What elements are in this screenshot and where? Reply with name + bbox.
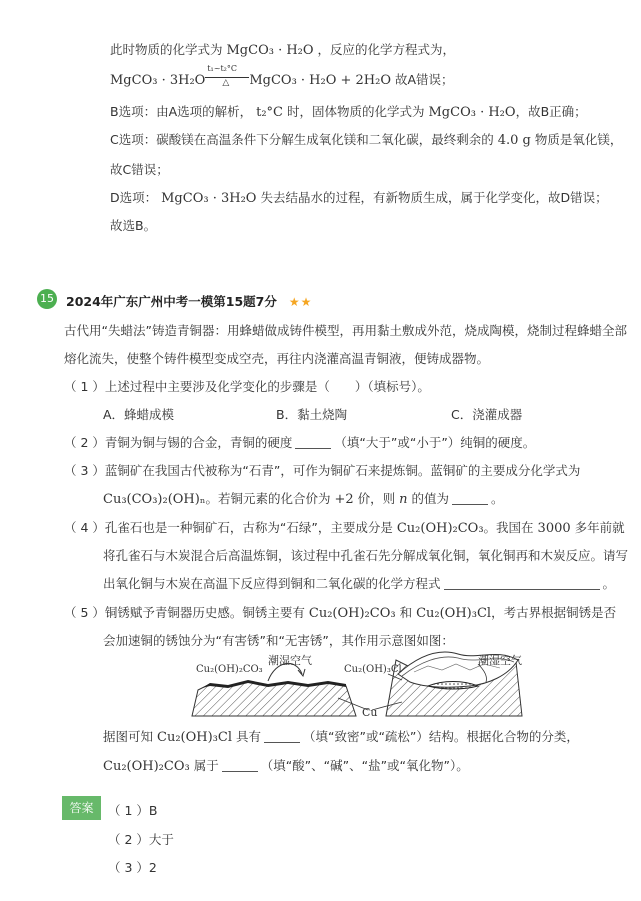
question-text: 。我国在 bbox=[483, 520, 534, 535]
years-value: 3000 bbox=[537, 521, 571, 536]
question-text: 的值为 bbox=[411, 491, 449, 506]
answer-blank[interactable] bbox=[444, 589, 600, 590]
formula: Cu₂(OH)₂CO₃ bbox=[308, 606, 396, 621]
diagram-label-air-right: 潮湿空气 bbox=[478, 654, 522, 667]
formula: Cu₂(OH)₂CO₃ bbox=[396, 521, 484, 536]
sub-question-5-line3 bbox=[103, 727, 579, 745]
formula: Cu₃(CO₃)₂(OH)ₙ bbox=[103, 492, 206, 507]
formula: MgCO₃ · H₂O bbox=[226, 43, 314, 58]
temperature: t₂°C bbox=[256, 105, 284, 120]
diagram-label-air-left: 潮湿空气 bbox=[268, 654, 312, 667]
answer-blank[interactable] bbox=[222, 771, 258, 772]
diagram-label-carbonate: Cu₂(OH)₂CO₃ bbox=[196, 664, 263, 675]
valence-value: +2 bbox=[334, 492, 354, 507]
variable-n: n bbox=[399, 492, 408, 507]
question-text: （ 4 ）孔雀石也是一种铜矿石，古称为“石绿”，主要成分是 bbox=[64, 520, 393, 535]
question-title: 2024年广东广州中考一模第15题7分 bbox=[66, 294, 277, 309]
question-text: 。若铜元素的化合价为 bbox=[205, 491, 331, 506]
question-text: （填“酸”、“碱”、“盐”或“氧化物”）。 bbox=[260, 758, 469, 773]
option-c[interactable]: C．浇灌成器 bbox=[451, 407, 523, 422]
formula: Cu₂(OH)₂CO₃ bbox=[103, 759, 190, 774]
formula: MgCO₃ · H₂O + 2H₂O bbox=[249, 73, 392, 88]
question-text: ，考古界根据铜锈是否 bbox=[491, 605, 617, 620]
solution-line bbox=[110, 40, 455, 58]
question-text: （填“大于”或“小于”）纯铜的硬度。 bbox=[334, 435, 536, 450]
rust-diagram bbox=[188, 646, 528, 722]
sub-question-3: （ 3 ）蓝铜矿在我国古代被称为“石青”，可作为铜矿石来提炼铜。蓝铜矿的主要成分化学式为 bbox=[64, 463, 581, 478]
question-text: 多年前就 bbox=[574, 520, 625, 535]
solution-text: 物质是氧化镁， bbox=[534, 132, 623, 147]
answer-blank[interactable] bbox=[264, 742, 300, 743]
sub-question-3-line2 bbox=[103, 489, 504, 507]
solution-text: 故A错误； bbox=[395, 72, 454, 87]
question-text: 。 bbox=[491, 491, 504, 506]
solution-text: ，反应的化学方程式为， bbox=[317, 42, 456, 57]
sub-question-4-line2: 将孔雀石与木炭混合后高温炼铜，该过程中孔雀石先分解成氧化铜，氧化铜再和木炭反应。请写 bbox=[103, 548, 629, 563]
reaction-temperature: t₁~t₂°C bbox=[207, 64, 237, 73]
solution-line bbox=[110, 188, 608, 206]
solution-text: 此时物质的化学式为 bbox=[110, 42, 223, 57]
copper-block-left bbox=[192, 682, 356, 716]
solution-line: 故C错误； bbox=[110, 162, 169, 177]
formula: MgCO₃ · H₂O bbox=[428, 105, 516, 120]
solution-text: 失去结晶水的过程，有新物质生成，属于化学变化，故D错误； bbox=[260, 190, 608, 205]
heat-symbol: △ bbox=[222, 78, 230, 88]
formula: MgCO₃ · 3H₂O bbox=[161, 191, 257, 206]
solution-line bbox=[110, 130, 622, 148]
formula: MgCO₃ · 3H₂O bbox=[110, 73, 206, 88]
question-text: （填“致密”或“疏松”）结构。根据化合物的分类， bbox=[303, 729, 579, 744]
question-header bbox=[66, 292, 312, 310]
question-text: 。 bbox=[602, 576, 616, 591]
solution-text: C选项：碳酸镁在高温条件下分解生成氧化镁和二氧化碳，最终剩余的 bbox=[110, 132, 494, 147]
answer-tag: 答案 bbox=[62, 796, 101, 820]
question-number-badge: 15 bbox=[37, 289, 57, 309]
answer-blank[interactable] bbox=[295, 448, 331, 449]
question-stem: 古代用“失蜡法”铸造青铜器：用蜂蜡做成铸件模型，再用黏土敷成外范，烧成陶模，烧制过程蜂蜡全部 bbox=[64, 323, 627, 338]
solution-text: D选项： bbox=[110, 190, 158, 205]
formula: Cu₂(OH)₃Cl bbox=[157, 730, 232, 745]
question-text: 价，则 bbox=[357, 491, 396, 506]
diagram-label-cu: Cu bbox=[362, 706, 378, 719]
question-text: 属于 bbox=[193, 758, 219, 773]
answer-1: （ 1 ）B bbox=[108, 803, 158, 818]
question-text: 出氧化铜与木炭在高温下反应得到铜和二氧化碳的化学方程式 bbox=[103, 576, 441, 591]
sub-question-5-line4 bbox=[103, 756, 469, 774]
option-a[interactable]: A．蜂蜡成模 bbox=[103, 407, 175, 422]
solution-text: ，故B正确； bbox=[515, 104, 587, 119]
solution-text: B选项：由A选项的解析， bbox=[110, 104, 253, 119]
mass-value: 4.0 g bbox=[497, 133, 531, 148]
option-b[interactable]: B．黏土烧陶 bbox=[276, 407, 348, 422]
question-text: 具有 bbox=[235, 729, 261, 744]
question-stem: 熔化流失，使整个铸件模型变成空壳，再往内浇灌高温青铜液，便铸成器物。 bbox=[64, 351, 490, 366]
solution-line bbox=[110, 102, 587, 120]
sub-question-4-line3 bbox=[103, 574, 615, 592]
question-text: 据图可知 bbox=[103, 729, 154, 744]
sub-question-5-line2: 会加速铜的锈蚀分为“有害锈”和“无害锈”，其作用示意图如图： bbox=[103, 633, 454, 648]
diagram-label-chloride: Cu₂(OH)₃Cl bbox=[344, 664, 402, 675]
formula: Cu₂(OH)₃Cl bbox=[416, 606, 492, 621]
solution-line: 故选B。 bbox=[110, 218, 157, 233]
answer-3: （ 3 ）2 bbox=[108, 860, 157, 875]
difficulty-stars: ★★ bbox=[288, 295, 313, 309]
question-text: （ 2 ）青铜为铜与锡的合金，青铜的硬度 bbox=[64, 435, 293, 450]
sub-question-5 bbox=[64, 603, 616, 621]
answer-blank[interactable] bbox=[452, 504, 488, 505]
answer-2: （ 2 ）大于 bbox=[108, 832, 174, 847]
question-text: （ 5 ）铜锈赋予青铜器历史感。铜锈主要有 bbox=[64, 605, 305, 620]
solution-text: 时，固体物质的化学式为 bbox=[287, 104, 425, 119]
sub-question-4 bbox=[64, 518, 625, 536]
sub-question-2 bbox=[64, 433, 535, 451]
sub-question-1: （ 1 ）上述过程中主要涉及化学变化的步骤是（ ）（填标号）。 bbox=[64, 379, 430, 394]
question-text: 和 bbox=[399, 605, 413, 620]
